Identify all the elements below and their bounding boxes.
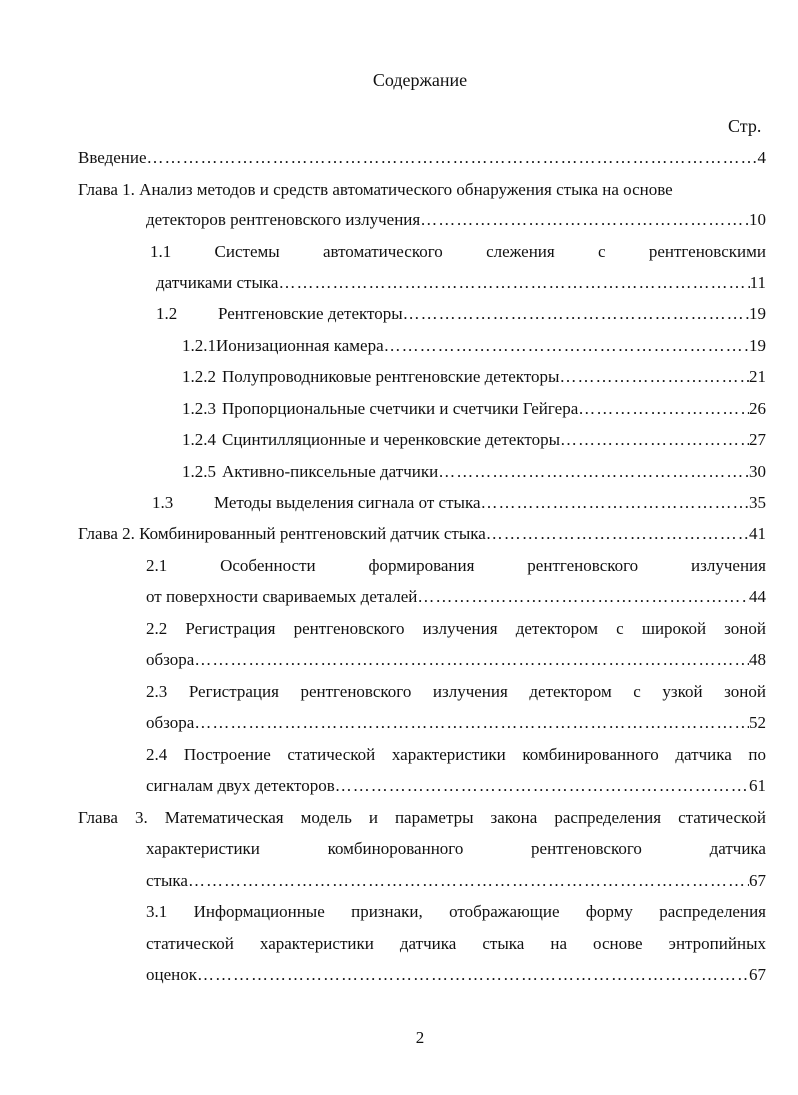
toc-section-1-2-1[interactable] bbox=[182, 335, 766, 357]
toc-word: излучения bbox=[691, 556, 766, 575]
toc-section-1-3[interactable] bbox=[152, 492, 766, 514]
toc-page-number: 11 bbox=[749, 273, 766, 292]
toc-section-2-2[interactable] bbox=[146, 649, 766, 671]
toc-section-number: 1.3 bbox=[152, 493, 174, 512]
toc-section-3-1-line1[interactable]: 3.1 Информационные признаки, отображающие форму распределения bbox=[146, 902, 766, 921]
toc-leader-dots bbox=[194, 712, 749, 734]
toc-leader-dots bbox=[197, 964, 749, 986]
toc-chapter-1-line1[interactable]: Глава 1. Анализ методов и средств автоматического обнаружения стыка на основе bbox=[78, 180, 673, 199]
toc-page-number: 4 bbox=[757, 148, 766, 167]
toc-page-number: 30 bbox=[749, 462, 766, 481]
toc-word: рентгеновскими bbox=[648, 242, 766, 261]
toc-chapter-3-line2[interactable] bbox=[146, 838, 766, 860]
toc-leader-dots bbox=[384, 335, 749, 357]
toc-entry-text: датчиками стыка bbox=[156, 273, 279, 292]
toc-leader-dots bbox=[278, 272, 749, 294]
toc-entry-text: Сцинтилляционные и черенковские детекторы bbox=[222, 430, 560, 449]
toc-entry-text: Пропорциональные счетчики и счетчики Гейгера bbox=[222, 399, 579, 418]
toc-word: рентгеновского bbox=[531, 839, 642, 858]
toc-leader-dots bbox=[147, 147, 758, 169]
toc-word: с bbox=[598, 242, 606, 261]
toc-entry-text: Методы выделения сигнала от стыка bbox=[214, 493, 481, 512]
toc-section-1-2[interactable] bbox=[156, 303, 766, 325]
toc-entry-text: Полупроводниковые рентгеновские детекторы bbox=[222, 367, 560, 386]
toc-page-number: 27 bbox=[749, 430, 766, 449]
toc-word: датчика bbox=[709, 839, 766, 858]
toc-word: автоматического bbox=[322, 242, 443, 261]
toc-section-number: 1.1 bbox=[150, 242, 172, 261]
toc-section-2-4-line1[interactable]: 2.4 Построение статической характеристики комбинированного датчика по bbox=[146, 745, 766, 764]
toc-section-number: 1.2.5 bbox=[182, 462, 216, 481]
toc-leader-dots bbox=[438, 461, 749, 483]
toc-entry-text: оценок bbox=[146, 965, 197, 984]
toc-chapter-2[interactable] bbox=[78, 523, 766, 545]
toc-leader-dots bbox=[486, 523, 749, 545]
toc-section-number: 1.2.2 bbox=[182, 367, 216, 386]
toc-section-2-3-line1[interactable]: 2.3 Регистрация рентгеновского излучения детектором с узкой зоной bbox=[146, 682, 766, 701]
toc-entry-text: Активно-пиксельные датчики bbox=[222, 462, 439, 481]
toc-page-number: 44 bbox=[749, 587, 766, 606]
toc-page-number: 67 bbox=[749, 965, 766, 984]
toc-section-2-4[interactable] bbox=[146, 775, 766, 797]
toc-section-number: 1.2.4 bbox=[182, 430, 216, 449]
toc-section-2-2-line1[interactable]: 2.2 Регистрация рентгеновского излучения детектором с широкой зоной bbox=[146, 619, 766, 638]
toc-entry-text: Введение bbox=[78, 148, 147, 167]
toc-page-number: 48 bbox=[749, 650, 766, 669]
toc-section-number: 1.2.3 bbox=[182, 399, 216, 418]
toc-chapter-1[interactable] bbox=[146, 209, 766, 231]
toc-section-number: 1.2 bbox=[156, 304, 178, 323]
toc-chapter-3[interactable] bbox=[146, 870, 766, 892]
toc-page-number: 67 bbox=[749, 871, 766, 890]
toc-section-1-1[interactable] bbox=[156, 272, 766, 294]
toc-section-2-1[interactable] bbox=[146, 586, 766, 608]
toc-page-number: 19 bbox=[749, 336, 766, 355]
toc-section-2-3[interactable] bbox=[146, 712, 766, 734]
toc-entry-text: от поверхности свариваемых деталей bbox=[146, 587, 418, 606]
toc-leader-dots bbox=[194, 649, 749, 671]
toc-leader-dots bbox=[481, 492, 750, 514]
toc-leader-dots bbox=[420, 209, 749, 231]
toc-section-1-2-2[interactable] bbox=[182, 366, 766, 388]
toc-page-number: 61 bbox=[749, 776, 766, 795]
toc-page-number: 26 bbox=[749, 399, 766, 418]
page-column-label: Стр. bbox=[728, 116, 762, 136]
toc-chapter-3-line1[interactable]: Глава 3. Математическая модель и параметры закона распределения статической bbox=[78, 808, 766, 827]
toc-word: характеристики bbox=[146, 839, 260, 858]
toc-word: Системы bbox=[214, 242, 280, 261]
toc-section-1-2-4[interactable] bbox=[182, 429, 766, 451]
toc-word: рентгеновского bbox=[527, 556, 639, 575]
toc-entry-text: обзора bbox=[146, 713, 195, 732]
toc-section-3-1[interactable] bbox=[146, 964, 766, 986]
toc-word: комбинорованного bbox=[327, 839, 464, 858]
toc-leader-dots bbox=[560, 429, 749, 451]
toc-word: Особенности bbox=[220, 556, 316, 575]
toc-entry-text: Ионизационная камера bbox=[216, 336, 384, 355]
toc-leader-dots bbox=[417, 586, 749, 608]
toc-entry-text: Глава 2. Комбинированный рентгеновский датчик стыка bbox=[78, 524, 486, 543]
toc-page-number: 21 bbox=[749, 367, 766, 386]
toc-leader-dots bbox=[403, 303, 749, 325]
toc-page-number: 35 bbox=[749, 493, 766, 512]
toc-page-number: 52 bbox=[749, 713, 766, 732]
toc-leader-dots bbox=[335, 775, 749, 797]
toc-leader-dots bbox=[559, 366, 749, 388]
page-number: 2 bbox=[415, 1028, 425, 1047]
toc-page-number: 10 bbox=[749, 210, 766, 229]
toc-section-1-2-3[interactable] bbox=[182, 398, 766, 420]
toc-word: формирования bbox=[368, 556, 475, 575]
page-title: Содержание bbox=[372, 70, 468, 90]
toc-word: слежения bbox=[486, 242, 555, 261]
toc-page-number: 41 bbox=[749, 524, 766, 543]
toc-section-3-1-line2[interactable]: статической характеристики датчика стыка на основе энтропийных bbox=[146, 934, 766, 953]
toc-section-1-1-line1[interactable] bbox=[150, 241, 766, 263]
toc-entry-text: сигналам двух детекторов bbox=[146, 776, 335, 795]
toc-page-number: 19 bbox=[749, 304, 766, 323]
toc-entry-intro[interactable] bbox=[78, 147, 766, 169]
toc-section-number: 1.2.1 bbox=[182, 336, 216, 355]
toc-entry-text: обзора bbox=[146, 650, 195, 669]
toc-section-number: 2.1 bbox=[146, 556, 168, 575]
toc-section-2-1-line1[interactable] bbox=[146, 555, 766, 577]
toc-leader-dots bbox=[578, 398, 749, 420]
toc-entry-text: Рентгеновские детекторы bbox=[218, 304, 403, 323]
toc-leader-dots bbox=[188, 870, 749, 892]
toc-entry-text: стыка bbox=[146, 871, 188, 890]
toc-section-1-2-5[interactable] bbox=[182, 461, 766, 483]
toc-entry-text: детекторов рентгеновского излучения bbox=[146, 210, 421, 229]
